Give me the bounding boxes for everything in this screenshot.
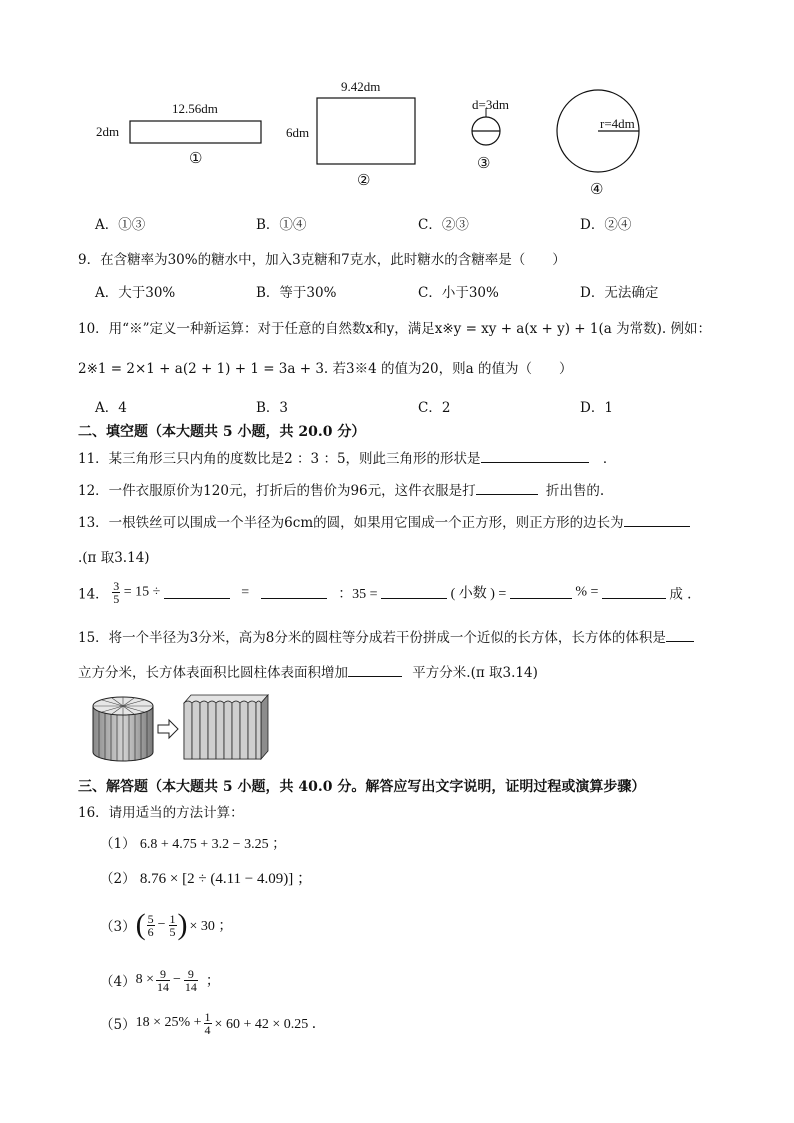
q13-line-2: .(π 取3.14) [78, 550, 150, 566]
q10-option-b: B．3 [256, 400, 289, 416]
figure-3-label: d=3dm [472, 97, 509, 112]
q14-eq-3: ：35 = [338, 586, 378, 602]
q16-part-3-paren-close: ) [177, 908, 188, 941]
q12-end: 折出售的. [545, 483, 605, 499]
q16-part-3-paren-open: ( [135, 908, 146, 941]
q16-part-4-prefix: 8 × [135, 972, 154, 987]
q9-option-b: B．等于30% [256, 285, 337, 301]
q14-blank-2[interactable] [261, 586, 327, 599]
q14-eq-2: = [241, 584, 250, 600]
q9-text: 9．在含糖率为30%的糖水中，加入3克糖和7克水，此时糖水的含糖率是（ ） [78, 252, 566, 268]
q9-option-c: C．小于30% [418, 285, 499, 301]
q14-blank-5[interactable] [602, 586, 666, 599]
q10-option-d: D．1 [580, 400, 613, 416]
q14 [78, 580, 691, 605]
q16-part-3-fraction-a-denominator: 6 [147, 924, 154, 939]
q14-eq-6: 成 . [669, 586, 692, 603]
figure-1-width-label: 12.56dm [172, 101, 218, 116]
q13-blank[interactable] [624, 514, 690, 527]
q16-part-2 [100, 867, 312, 888]
q16-part-4 [100, 960, 220, 1000]
q16-part-4-fraction-a [156, 968, 170, 993]
section-3-heading: 三、解答题（本大题共 5 小题，共 40.0 分。解答应写出文字说明，证明过程或演算步骤） [78, 779, 646, 795]
section-2-heading: 二、填空题（本大题共 5 小题，共 20.0 分） [78, 424, 366, 440]
q16-part-4-fraction-b [184, 968, 198, 993]
q14-fraction-denominator: 5 [113, 592, 120, 606]
q11-text: 11．某三角形三只内角的度数比是2 ：3 ：5，则此三角形的形状是 [78, 451, 481, 467]
q15-text-3: 平方分米.(π 取3.14) [412, 665, 538, 681]
q8-option-d: D．②④ [580, 217, 632, 233]
q14-eq-1: = 15 ÷ [123, 584, 161, 600]
q16-part-5 [100, 1003, 326, 1043]
q16-part-5-prefix: 18 × 25% + [135, 1015, 202, 1030]
q16-part-4-tail: ； [205, 974, 220, 989]
q16-part-5-number: （5） [100, 1017, 136, 1033]
q15-line-1 [78, 626, 694, 646]
q16-part-2-number: （2） [100, 871, 136, 887]
q16-part-5-fraction-denominator: 4 [204, 1022, 211, 1037]
q10-option-c: C．2 [418, 400, 451, 416]
q13-text: 13．一根铁丝可以围成一个半径为6cm的圆，如果用它围成一个正方形，则正方形的边长为 [78, 515, 624, 531]
q16-part-1-number: （1） [100, 836, 136, 852]
figure-2-number: ② [357, 173, 371, 189]
q16-part-3-number: （3） [100, 919, 136, 935]
q12 [78, 479, 604, 499]
q16-part-3-tail: × 30 ； [189, 919, 233, 934]
q16-part-1-expression: 6.8 + 4.75 + 3.2 − 3.25 ； [139, 837, 287, 852]
figure-1-number: ① [189, 151, 203, 167]
q16-part-3-fraction-a-numerator: 5 [147, 911, 154, 926]
q16-part-4-fraction-a-numerator: 9 [156, 968, 170, 981]
q14-blank-1[interactable] [164, 586, 230, 599]
q15-illustration [88, 689, 273, 765]
q9-option-a: A．大于30% [95, 285, 176, 301]
q15-line-2 [78, 661, 538, 681]
q10-line-1: 10．用“※”定义一种新运算：对于任意的自然数x和y，满足x※y = xy + a(x + y) + 1(a 为常数). 例如： [78, 321, 711, 337]
q12-text: 12．一件衣服原价为120元，打折后的售价为96元，这件衣服是打 [78, 483, 476, 499]
q16-part-4-fraction-a-denominator: 14 [157, 979, 169, 994]
q16-part-3-minus: − [157, 917, 166, 932]
q14-eq-4: ( 小数 ) = [450, 586, 507, 602]
q14-number: 14． [78, 586, 109, 603]
figure-1-height-label: 2dm [96, 124, 120, 139]
figure-4-number: ④ [590, 182, 604, 198]
figure-2-height-label: 6dm [286, 125, 310, 140]
q14-fraction [112, 580, 120, 605]
figure-1-rectangle [130, 121, 261, 143]
q16-part-3-fraction-a [147, 913, 155, 938]
q14-fraction-numerator: 3 [113, 579, 120, 593]
q16-title: 16．请用适当的方法计算： [78, 805, 244, 821]
figure-2-width-label: 9.42dm [341, 79, 381, 94]
q16-part-3-fraction-b-denominator: 5 [169, 924, 176, 939]
q15-text-1: 15．将一个半径为3分米，高为8分米的圆柱等分成若干份拼成一个近似的长方体，长方体的体积是 [78, 630, 666, 646]
q11 [78, 447, 616, 467]
q16-part-1 [100, 832, 286, 853]
q12-blank[interactable] [476, 482, 538, 495]
q11-blank[interactable] [481, 450, 589, 463]
q14-blank-4[interactable] [510, 586, 572, 599]
q8-option-a: A．①③ [95, 217, 146, 233]
figure-2-rectangle [317, 98, 415, 164]
q16-part-3-fraction-b [169, 913, 177, 938]
q16-part-4-fraction-b-numerator: 9 [184, 968, 198, 981]
q10-option-a: A．4 [95, 400, 127, 416]
q16-part-2-expression: 8.76 × [2 ÷ (4.11 − 4.09)] ； [139, 871, 312, 887]
q15-blank-1[interactable] [666, 629, 694, 642]
q9-option-d: D．无法确定 [580, 285, 659, 301]
q16-part-4-fraction-b-denominator: 14 [184, 979, 197, 994]
q16-part-3 [100, 905, 232, 945]
q10-line-2: 2※1 = 2×1 + a(2 + 1) + 1 = 3a + 3. 若3※4 的值为20，则a 的值为（ ） [78, 361, 573, 377]
q15-blank-2[interactable] [348, 664, 402, 677]
q16-part-4-number: （4） [100, 974, 136, 990]
q13 [78, 511, 690, 531]
q11-end: ． [602, 451, 617, 467]
q14-blank-3[interactable] [381, 586, 447, 599]
q16-part-3-fraction-b-numerator: 1 [169, 911, 176, 926]
q16-part-5-fraction-numerator: 1 [204, 1009, 211, 1024]
q8-option-b: B．①④ [256, 217, 307, 233]
figure-4-label: r=4dm [600, 116, 635, 131]
q16-part-5-tail: × 60 + 42 × 0.25 ． [214, 1017, 326, 1032]
q16-part-5-fraction [204, 1011, 212, 1036]
q8-option-c: C．②③ [418, 217, 469, 233]
transform-arrow-icon [158, 720, 178, 738]
cuboid-drawing [184, 695, 268, 759]
q14-eq-5: % = [575, 584, 599, 600]
q8-figures [0, 0, 794, 200]
cylinder-drawing [93, 697, 153, 761]
q15-text-2: 立方分米，长方体表面积比圆柱体表面积增加 [78, 665, 348, 681]
figure-3-number: ③ [477, 156, 491, 172]
q16-part-4-minus: − [173, 972, 181, 987]
